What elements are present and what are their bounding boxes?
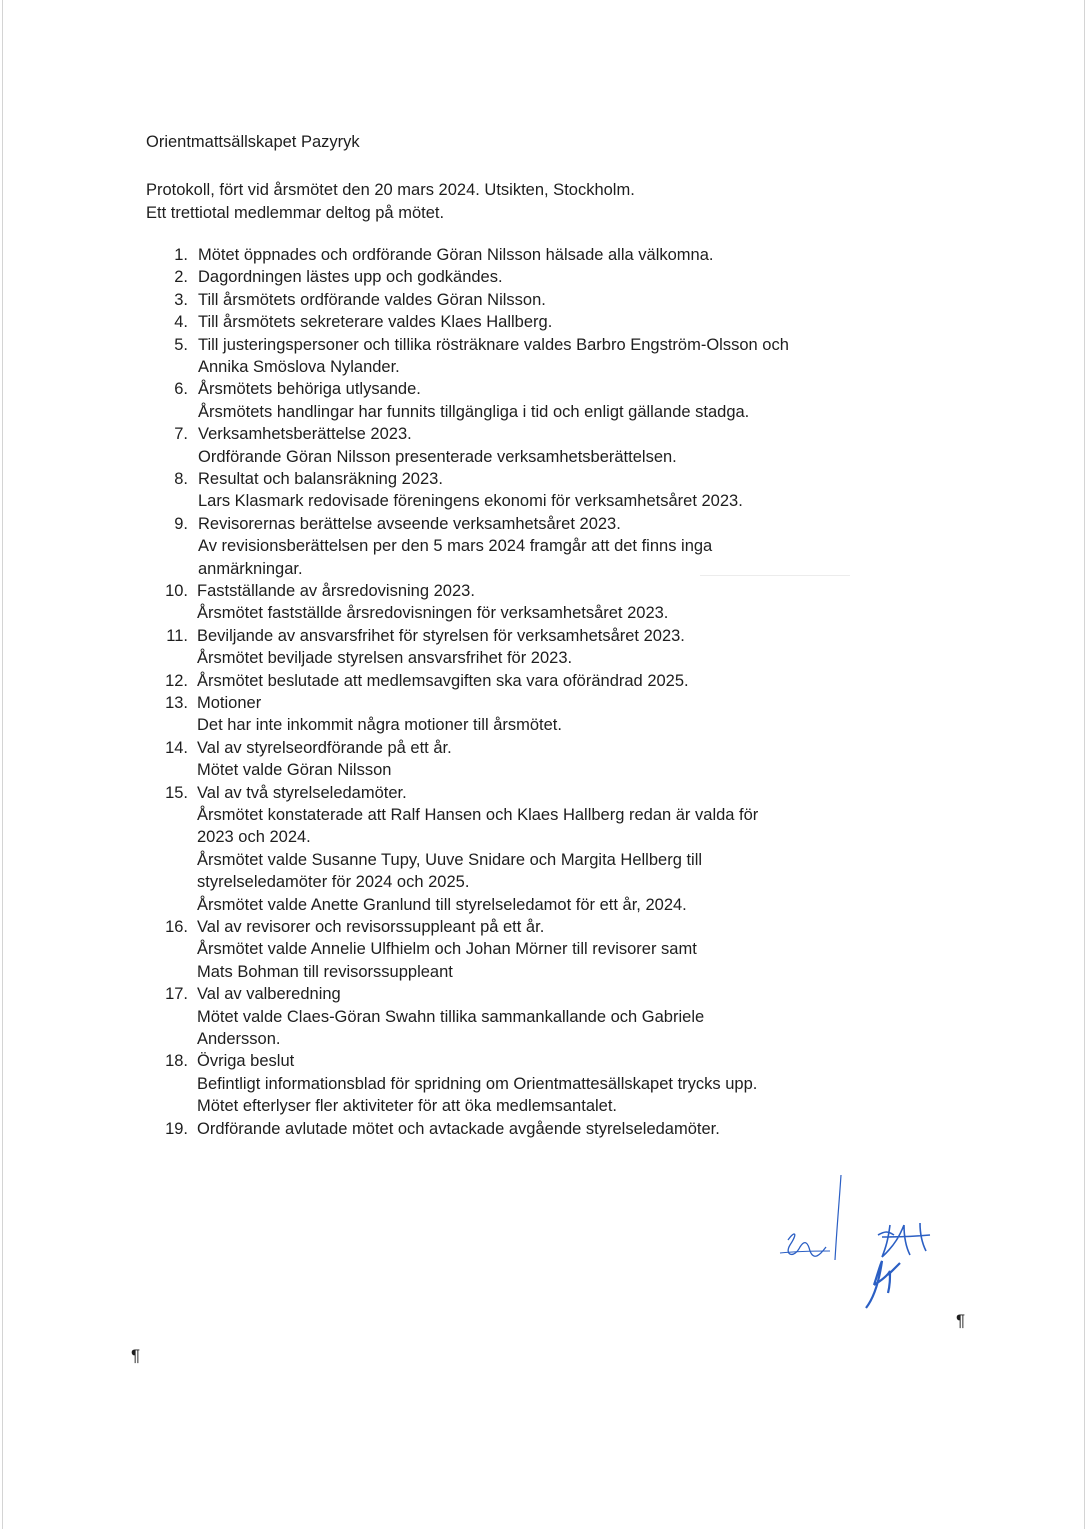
agenda-item-number: 16. — [165, 918, 188, 936]
agenda-item-text: Mats Bohman till revisorssuppleant — [197, 962, 453, 981]
agenda-item-number: 17. — [165, 985, 188, 1004]
pilcrow-mark: ¶ — [131, 1346, 141, 1365]
agenda-item-title: Till årsmötets ordförande valdes Göran Nilsson. — [198, 290, 546, 309]
agenda-item-text: Mötet valde Göran Nilsson — [197, 761, 392, 780]
agenda-item-title: Fastställande av årsredovisning 2023. — [197, 582, 475, 600]
agenda-item-number: 12. — [165, 671, 188, 690]
signature-stroke — [835, 1175, 841, 1260]
agenda-item-title: Val av två styrelseledamöter. — [197, 783, 407, 802]
agenda-item-number: 1. — [174, 246, 188, 264]
agenda-item-title: Motioner — [197, 694, 262, 712]
pilcrow-mark: ¶ — [956, 1311, 966, 1330]
agenda-item-text: Årsmötet valde Susanne Tupy, Uuve Snidare och Margita Hellberg till — [197, 850, 703, 869]
agenda-item-title: Beviljande av ansvarsfrihet för styrelsen för verksamhetsåret 2023. — [197, 626, 685, 645]
page-edge-left — [2, 0, 3, 1529]
agenda-item-number: 3. — [174, 290, 188, 309]
agenda-item-text: Årsmötet fastställde årsredovisningen för verksamhetsåret 2023. — [197, 604, 669, 623]
faint-rule — [700, 575, 850, 576]
agenda-item-title: Till justeringspersoner och tillika rösträknare valdes Barbro Engström-Olsson och — [198, 335, 789, 354]
signature-stroke — [866, 1261, 900, 1308]
agenda-item-number: 4. — [174, 313, 188, 332]
agenda-item-text: Mötet efterlyser fler aktiviteter för att öka medlemsantalet. — [197, 1097, 618, 1116]
agenda-item-number: 6. — [174, 380, 188, 399]
agenda-item-title: Årsmötets behöriga utlysande. — [198, 380, 421, 399]
agenda-item-title: Revisorernas berättelse avseende verksamhetsåret 2023. — [198, 514, 621, 533]
signature-stroke — [788, 1234, 826, 1256]
agenda-item-text: 2023 och 2024. — [197, 828, 311, 847]
agenda-item-number: 15. — [165, 783, 188, 802]
agenda-item-text: Årsmötet valde Annelie Ulfhielm och Johan Mörner till revisorer samt — [197, 940, 697, 959]
page-edge-right — [1084, 0, 1085, 1529]
agenda-item-number: 8. — [174, 470, 188, 488]
agenda-item-title: Årsmötet beslutade att medlemsavgiften ska vara oförändrad 2025. — [197, 671, 689, 690]
agenda-item-text: Årsmötet valde Anette Granlund till styrelseledamot för ett år, 2024. — [197, 895, 687, 914]
intro — [146, 179, 635, 224]
agenda-item-text: Befintligt informationsblad för spridning om Orientmattesällskapet trycks upp. — [197, 1074, 758, 1093]
agenda-item-number: 14. — [165, 738, 188, 757]
agenda-item-text: Lars Klasmark redovisade föreningens ekonomi för verksamhetsåret 2023. — [198, 492, 743, 511]
agenda-item-number: 5. — [174, 335, 188, 354]
agenda-item-title: Till årsmötets sekreterare valdes Klaes Hallberg. — [198, 313, 553, 332]
agenda-item-number: 18. — [165, 1052, 188, 1071]
intro-line: Protokoll, fört vid årsmötet den 20 mars 2024. Utsikten, Stockholm. — [146, 181, 635, 199]
agenda-item-text: anmärkningar. — [198, 559, 303, 578]
agenda-item-title: Val av styrelseordförande på ett år. — [197, 738, 452, 757]
agenda-item-text: Det har inte inkommit några motioner till årsmötet. — [197, 716, 562, 735]
agenda-item-number: 7. — [174, 425, 188, 444]
signatures — [770, 1165, 950, 1315]
agenda-item-text: Annika Smöslova Nylander. — [198, 358, 400, 376]
agenda-item-number: 19. — [165, 1119, 188, 1138]
agenda-item-text: Av revisionsberättelsen per den 5 mars 2024 framgår att det finns inga — [198, 537, 713, 556]
agenda-item-text: Mötet valde Claes-Göran Swahn tillika sammankallande och Gabriele — [197, 1007, 705, 1026]
agenda-item-number: 13. — [165, 694, 188, 712]
agenda-item-text: Årsmötet konstaterade att Ralf Hansen och Klaes Hallberg redan är valda för — [197, 806, 759, 824]
agenda-item-title: Verksamhetsberättelse 2023. — [198, 425, 412, 444]
agenda-item-text: Årsmötet beviljade styrelsen ansvarsfrihet för 2023. — [197, 649, 573, 668]
agenda-item-text: Årsmötets handlingar har funnits tillgängliga i tid och enligt gällande stadga. — [198, 402, 750, 421]
agenda-item-title: Mötet öppnades och ordförande Göran Nilsson hälsade alla välkomna. — [198, 246, 714, 264]
agenda-item-text: Andersson. — [197, 1030, 281, 1048]
organization-name: Orientmattsällskapet Pazyryk — [146, 133, 360, 151]
agenda-item-number: 2. — [174, 268, 188, 287]
agenda-item-title: Val av valberedning — [197, 985, 341, 1004]
agenda-item-number: 11. — [166, 626, 188, 645]
agenda-item-title: Val av revisorer och revisorssuppleant på ett år. — [197, 918, 545, 936]
agenda-item-text: styrelseledamöter för 2024 och 2025. — [197, 873, 470, 892]
agenda-item-title: Ordförande avlutade mötet och avtackade avgående styrelseledamöter. — [197, 1119, 720, 1138]
intro-line: Ett trettiotal medlemmar deltog på mötet. — [146, 203, 445, 222]
agenda-item-title: Resultat och balansräkning 2023. — [198, 470, 443, 488]
agenda-item-title: Dagordningen lästes upp och godkändes. — [198, 268, 503, 287]
agenda-item-number: 10. — [165, 582, 188, 600]
agenda-item-title: Övriga beslut — [197, 1052, 295, 1071]
agenda-item-text: Ordförande Göran Nilsson presenterade verksamhetsberättelsen. — [198, 447, 677, 466]
agenda-item-number: 9. — [174, 514, 188, 533]
signature-stroke — [878, 1223, 930, 1257]
